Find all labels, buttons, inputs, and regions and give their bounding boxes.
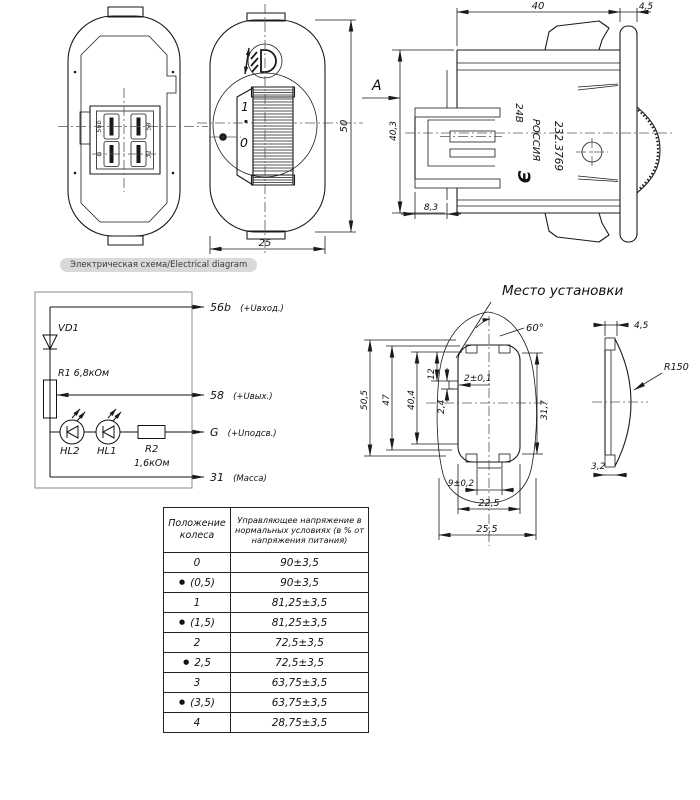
snap-clip-bottom bbox=[545, 213, 609, 242]
control-voltage-value: 90±3,5 bbox=[231, 573, 369, 593]
hl2-label: HL2 bbox=[60, 446, 80, 457]
resistor-r1 bbox=[44, 368, 110, 418]
front-view-drawing bbox=[195, 0, 365, 260]
wheel-position-value: (0,5) bbox=[190, 576, 215, 589]
control-voltage-value: 28,75±3,5 bbox=[231, 713, 369, 733]
led-hl2 bbox=[60, 409, 85, 457]
panel-cutout bbox=[449, 345, 520, 468]
key-slot bbox=[449, 381, 458, 389]
panel-blob-outline bbox=[437, 312, 536, 503]
manufacturer-logo: Э bbox=[513, 170, 533, 184]
wheel-position-value: 0 bbox=[193, 556, 201, 569]
beam-hatch bbox=[251, 52, 258, 72]
table-row bbox=[164, 553, 369, 573]
wheel-position-value: 1 bbox=[193, 596, 201, 609]
terminal-58: 58 (+Uвых.) bbox=[210, 389, 273, 402]
control-voltage-value: 63,75±3,5 bbox=[231, 693, 369, 713]
terminal-label-g: G bbox=[95, 151, 103, 157]
dimension-22-5 bbox=[458, 464, 520, 514]
wheel-mark-one: 1 bbox=[241, 100, 249, 114]
control-voltage-value: 63,75±3,5 bbox=[231, 673, 369, 693]
dim-40-4-label: 40,4 bbox=[407, 389, 417, 411]
bezel-and-wheel bbox=[620, 26, 660, 242]
bottom-key bbox=[477, 462, 502, 468]
control-voltage-value: 90±3,5 bbox=[231, 553, 369, 573]
dim-2-0-1-label: 2±0,1 bbox=[464, 374, 492, 384]
dim-panel-label: 4,5 bbox=[634, 321, 649, 331]
wheel-position-value: (1,5) bbox=[190, 616, 215, 629]
installation-cutout-view bbox=[340, 288, 610, 556]
dim-47-label: 47 bbox=[382, 394, 392, 406]
dimension-47 bbox=[382, 346, 460, 450]
connector-shroud bbox=[415, 108, 502, 188]
table-row bbox=[164, 573, 369, 593]
dim-offset-label: 8,3 bbox=[423, 203, 439, 213]
terminal-label-56b: 56b bbox=[95, 120, 103, 133]
dim-2-4-label: 2,4 bbox=[437, 399, 447, 414]
terminal-g: G (+Uподсв.) bbox=[210, 426, 277, 439]
wheel-mark-zero: 0 bbox=[240, 135, 248, 150]
headlight-leveling-icon bbox=[245, 44, 282, 78]
r1-label: R1 6,8кОм bbox=[58, 368, 110, 379]
rear-view-drawing bbox=[0, 0, 210, 260]
wheel-position-value: 4 bbox=[193, 716, 201, 729]
dimension-panel-4-5 bbox=[594, 321, 649, 336]
panel-cross-section bbox=[590, 305, 700, 520]
dim-25-5-label: 25,5 bbox=[476, 524, 498, 535]
wheel-position-value: (3,5) bbox=[190, 696, 215, 709]
electrical-schematic bbox=[20, 285, 360, 500]
dim-12-label: 12 bbox=[427, 368, 437, 380]
thumbwheel[interactable] bbox=[237, 87, 295, 185]
dot-marker: ● bbox=[183, 658, 190, 666]
marking-voltage: 24В bbox=[513, 103, 524, 123]
control-voltage-value: 81,25±3,5 bbox=[231, 613, 369, 633]
dimension-radius-r150 bbox=[634, 362, 689, 390]
dimension-2-0-1 bbox=[459, 374, 492, 385]
bezel bbox=[620, 26, 637, 242]
diode-vd1 bbox=[43, 323, 79, 349]
dimension-width-25 bbox=[210, 236, 325, 254]
table-row bbox=[164, 633, 369, 653]
knurl-ribs bbox=[253, 90, 293, 183]
wheel-position-value: 3 bbox=[193, 676, 201, 689]
installation-title: Место установки bbox=[502, 283, 624, 299]
dim-width-label: 25 bbox=[258, 238, 272, 249]
rear-centerlines bbox=[58, 88, 208, 192]
control-voltage-value: 72,5±3,5 bbox=[231, 633, 369, 653]
hl1-label: HL1 bbox=[97, 446, 117, 457]
dot-marker: ● bbox=[178, 578, 186, 586]
dim-height-label: 50 bbox=[339, 119, 350, 133]
control-voltage-value: 81,25±3,5 bbox=[231, 593, 369, 613]
dimension-12 bbox=[427, 352, 450, 381]
col-header-control-voltage: Управляющее напряжение в нормальных условиях (в % от напряжения питания) bbox=[231, 508, 369, 553]
marking-country: РОССИЯ bbox=[530, 118, 541, 162]
table-row bbox=[164, 713, 369, 733]
dimension-height-40-3 bbox=[389, 50, 454, 213]
wheel-serration bbox=[638, 110, 658, 190]
terminal-label-58: 58 bbox=[144, 122, 153, 131]
dimension-2-4 bbox=[437, 368, 454, 414]
col-header-wheel-position: Положение колеса bbox=[164, 508, 231, 553]
dim-22-5-label: 22,5 bbox=[478, 498, 500, 509]
dim-thickness-label: 3,2 bbox=[591, 462, 606, 472]
panel-strip bbox=[605, 338, 631, 467]
resistor-r2 bbox=[134, 426, 170, 470]
table-row bbox=[164, 673, 369, 693]
snap-clip-top bbox=[545, 21, 609, 50]
table-row bbox=[164, 693, 369, 713]
dim-radius-label: R150 bbox=[664, 362, 689, 373]
dimension-depth-40 bbox=[457, 1, 620, 46]
marking-part-number: 232.3769 bbox=[552, 120, 564, 172]
vd1-label: VD1 bbox=[58, 323, 79, 334]
table-row bbox=[164, 593, 369, 613]
dim-angle-label: 60° bbox=[526, 323, 544, 334]
dim-50-5-label: 50,5 bbox=[360, 389, 370, 411]
section-label-a: А bbox=[372, 78, 382, 94]
dimension-thickness-3-2 bbox=[591, 462, 627, 475]
terminal-31: 31 (Масса) bbox=[210, 471, 267, 484]
mount-tab-bottom bbox=[108, 236, 143, 245]
dim-height-label: 40,3 bbox=[389, 120, 399, 142]
table-row bbox=[164, 653, 369, 673]
terminal-56b: 56b (+Uвход.) bbox=[210, 301, 284, 314]
table-row bbox=[164, 613, 369, 633]
wheel-position-value: 2,5 bbox=[194, 656, 211, 669]
r2-label: R2 bbox=[145, 444, 159, 455]
dim-bezel-label: 4,5 bbox=[638, 2, 654, 12]
dim-9-0-2-label: 9±0,2 bbox=[447, 479, 474, 489]
table-header-row bbox=[164, 508, 369, 553]
terminal-label-31: 31 bbox=[144, 149, 153, 159]
connector-key bbox=[80, 112, 90, 144]
dimension-offset-8-3 bbox=[401, 192, 461, 219]
dim-31-7-label: 31,7 bbox=[540, 399, 550, 421]
dot-marker: ● bbox=[178, 618, 186, 626]
dimension-bezel-4-5 bbox=[620, 2, 653, 22]
voltage-table bbox=[163, 507, 369, 733]
dimension-40-4 bbox=[407, 352, 462, 444]
dim-depth-label: 40 bbox=[531, 1, 545, 12]
body-markings bbox=[513, 103, 564, 183]
wheel-position-value: 2 bbox=[193, 636, 201, 649]
led-hl1 bbox=[96, 409, 121, 457]
control-voltage-value: 72,5±3,5 bbox=[231, 653, 369, 673]
chamfer-line bbox=[456, 302, 491, 358]
rear-connector-block bbox=[80, 106, 160, 174]
electrical-diagram-caption: Электрическая схема/Electrical diagram bbox=[60, 258, 257, 272]
headlight-glyph bbox=[261, 50, 276, 72]
r2-value-label: 1,6кОм bbox=[134, 458, 170, 469]
section-arrow-a bbox=[362, 78, 400, 98]
side-view-drawing bbox=[350, 0, 680, 250]
schematic-terminal-labels bbox=[210, 296, 284, 485]
dot-marker: ● bbox=[178, 698, 186, 706]
